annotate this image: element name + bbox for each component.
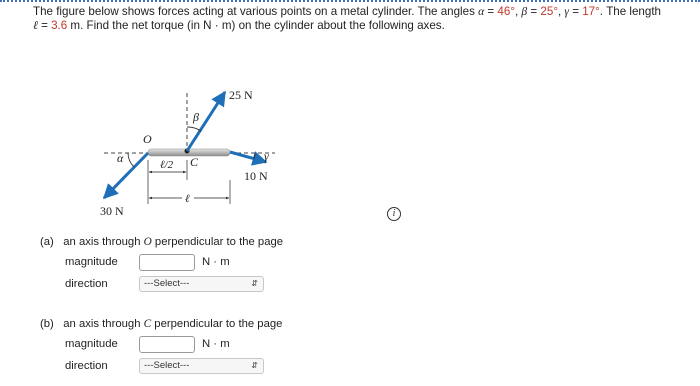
- problem-text-2: . The length: [599, 5, 661, 18]
- label-half-length: ℓ/2: [160, 159, 174, 171]
- equals: =: [569, 5, 583, 18]
- magnitude-label: magnitude: [65, 338, 118, 350]
- label-10n: 10 N: [244, 169, 268, 183]
- label-c: C: [190, 155, 199, 169]
- direction-select-a[interactable]: [139, 276, 264, 292]
- select-arrows-icon: ⇵: [251, 361, 258, 370]
- force-arrow-30n: [104, 153, 148, 198]
- direction-select-b[interactable]: [139, 358, 264, 374]
- select-arrows-icon: ⇵: [251, 279, 258, 288]
- separator: ,: [557, 5, 565, 18]
- direction-label: direction: [65, 360, 108, 372]
- alpha-value: 46°: [497, 5, 515, 18]
- magnitude-input-b[interactable]: [139, 336, 195, 353]
- part-a-desc: an axis through: [63, 236, 144, 248]
- label-alpha: α: [117, 151, 124, 165]
- gamma-symbol: γ: [564, 5, 569, 18]
- part-b-label: (b): [40, 318, 54, 330]
- label-length: ℓ: [185, 193, 190, 205]
- beta-value: 25°: [540, 5, 558, 18]
- alpha-arc: [128, 153, 134, 167]
- unit-label: N · m: [202, 256, 230, 268]
- part-a-heading: [40, 236, 283, 248]
- direction-select-value: ---Select---: [144, 278, 190, 289]
- ell-symbol: ℓ: [33, 19, 38, 32]
- info-icon[interactable]: i: [387, 207, 401, 221]
- direction-label: direction: [65, 278, 108, 290]
- part-b-point: C: [143, 318, 152, 330]
- unit-label: N · m: [202, 338, 230, 350]
- equals: =: [527, 5, 541, 18]
- problem-text-1: The figure below shows forces acting at various points on a metal cylinder. The angles: [33, 5, 479, 18]
- magnitude-label: magnitude: [65, 256, 118, 268]
- label-30n: 30 N: [100, 204, 124, 218]
- alpha-symbol: α: [478, 5, 485, 18]
- problem-text-3: m. Find the net torque (in N · m) on the cylinder about the following axes.: [67, 19, 445, 32]
- label-gamma: γ: [264, 149, 269, 163]
- part-a-desc-end: perpendicular to the page: [151, 236, 284, 248]
- equals: =: [37, 19, 52, 32]
- part-b-heading: [40, 318, 282, 330]
- direction-select-value: ---Select---: [144, 360, 190, 371]
- separator: ,: [514, 5, 522, 18]
- label-25n: 25 N: [229, 88, 253, 102]
- magnitude-input-a[interactable]: [139, 254, 195, 271]
- label-o: O: [143, 132, 152, 146]
- equals: =: [484, 5, 498, 18]
- gamma-value: 17°: [582, 5, 600, 18]
- beta-symbol: β: [521, 5, 528, 18]
- part-b-desc-end: perpendicular to the page: [151, 318, 283, 330]
- label-beta: β: [193, 110, 199, 124]
- part-a-point: O: [143, 236, 152, 248]
- part-b-desc: an axis through: [63, 318, 144, 330]
- ell-value: 3.6: [51, 19, 68, 32]
- part-a-label: (a): [40, 236, 54, 248]
